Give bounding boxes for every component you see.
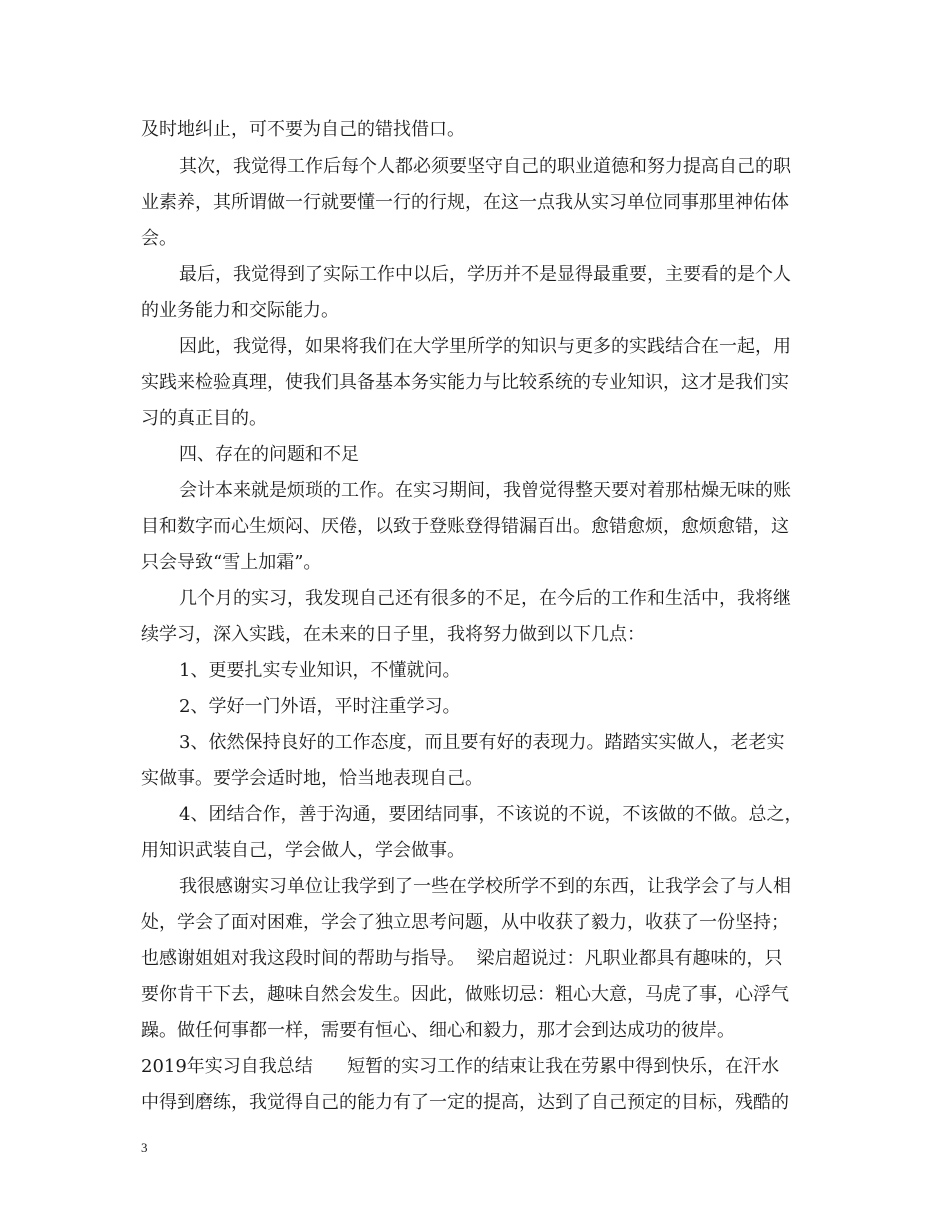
text-line: 要你肯干下去，趣味自然会发生。因此，做账切忌：粗心大意，马虎了事，心浮气: [141, 984, 789, 1005]
section-heading: 四、存在的问题和不足: [179, 444, 359, 465]
text-line: 的业务能力和交际能力。: [141, 300, 339, 321]
text-line: 躁。做任何事都一样，需要有恒心、细心和毅力，那才会到达成功的彼岸。: [141, 1020, 735, 1041]
list-item: 1、更要扎实专业知识，不懂就问。: [179, 660, 461, 681]
text-line: 会计本来就是烦琐的工作。在实习期间，我曾觉得整天要对着那枯燥无味的账: [179, 480, 791, 501]
list-item: 4、团结合作，善于沟通，要团结同事，不该说的不说，不该做的不做。总之，: [179, 804, 803, 825]
text-line: 只会导致“雪上加霜”。: [141, 552, 322, 573]
text-line: 续学习，深入实践，在未来的日子里，我将努力做到以下几点：: [141, 624, 645, 645]
text-line: 目和数字而心生烦闷、厌倦，以致于登账登得错漏百出。愈错愈烦，愈烦愈错，这: [141, 516, 789, 537]
text-line: 习的真正目的。: [141, 408, 267, 429]
text-line: 中得到磨练，我觉得自己的能力有了一定的提高，达到了自己预定的目标，残酷的: [141, 1092, 789, 1113]
text-line: 我很感谢实习单位让我学到了一些在学校所学不到的东西，让我学会了与人相: [179, 876, 791, 897]
text-line: 2019年实习自我总结 短暂的实习工作的结束让我在劳累中得到快乐，在汗水: [141, 1056, 780, 1077]
text-line: 几个月的实习，我发现自己还有很多的不足，在今后的工作和生活中，我将继: [179, 588, 791, 609]
text-line: 其次，我觉得工作后每个人都必须要坚守自己的职业道德和努力提高自己的职: [179, 156, 791, 177]
list-item: 2、学好一门外语，平时注重学习。: [179, 696, 461, 717]
text-line: 实践来检验真理，使我们具备基本务实能力与比较系统的专业知识，这才是我们实: [141, 372, 789, 393]
text-line: 也感谢姐姐对我这段时间的帮助与指导。 梁启超说过：凡职业都具有趣味的，只: [141, 948, 783, 969]
page-number: 3: [141, 1140, 148, 1155]
text-line: 会。: [141, 228, 177, 249]
text-line: 因此，我觉得，如果将我们在大学里所学的知识与更多的实践结合在一起，用: [179, 336, 791, 357]
text-line: 及时地纠止，可不要为自己的错找借口。: [141, 119, 465, 140]
text-line: 最后，我觉得到了实际工作中以后，学历并不是显得最重要，主要看的是个人: [179, 264, 791, 285]
text-line: 处，学会了面对困难，学会了独立思考问题，从中收获了毅力，收获了一份坚持；: [141, 912, 789, 933]
text-line: 用知识武装自己，学会做人，学会做事。: [141, 840, 465, 861]
text-line: 业素养，其所谓做一行就要懂一行的行规，在这一点我从实习单位同事那里神佑体: [141, 192, 789, 213]
text-line: 实做事。要学会适时地，恰当地表现自己。: [141, 768, 483, 789]
list-item: 3、依然保持良好的工作态度，而且要有好的表现力。踏踏实实做人，老老实: [179, 732, 785, 753]
